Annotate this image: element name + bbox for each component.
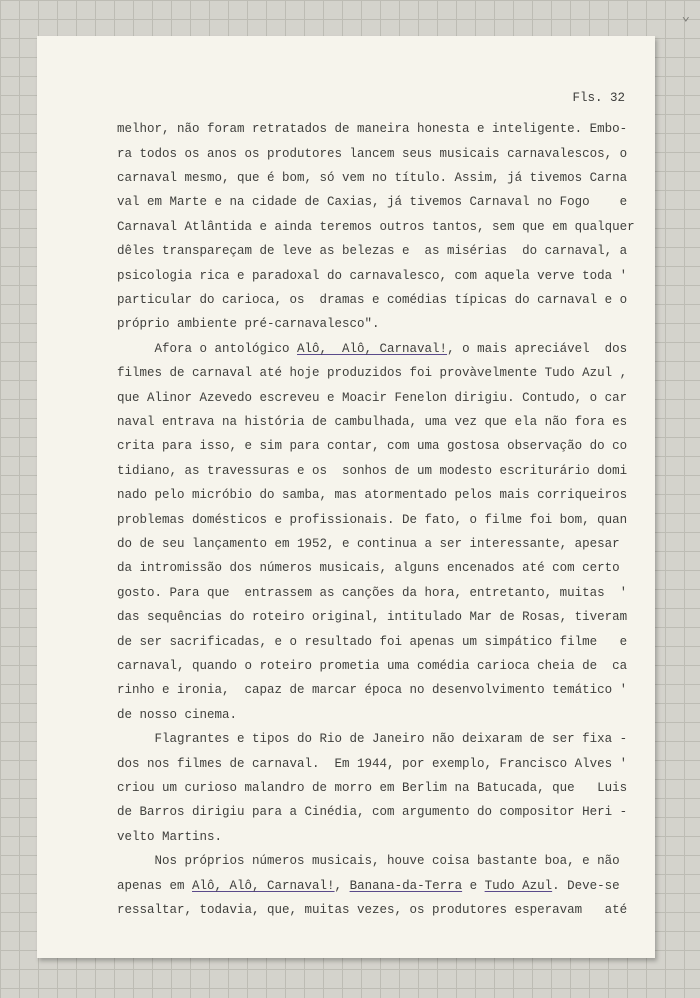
text-line: da intromissão dos números musicais, alguns encenados até com certo (117, 561, 620, 575)
text-line: velto Martins. (117, 830, 223, 844)
text-line: Nos próprios números musicais, houve coisa bastante boa, e não (117, 854, 620, 868)
text-line: filmes de carnaval até hoje produzidos foi provàvelmente Tudo Azul , (117, 366, 628, 380)
text-line: ressaltar, todavia, que, muitas vezes, os produtores esperavam até (117, 903, 628, 917)
text-line: próprio ambiente pré-carnavalesco". (117, 317, 380, 331)
text-fragment: . Deve-se (552, 879, 620, 893)
text-line (117, 337, 627, 361)
text-line: carnaval mesmo, que é bom, só vem no título. Assim, já tivemos Carna (117, 171, 628, 185)
text-fragment: apenas em (117, 879, 193, 893)
text-line: particular do carioca, os dramas e comédias típicas do carnaval e o (117, 293, 628, 307)
text-line: crita para isso, e sim para contar, com uma gostosa observação do co (117, 439, 628, 453)
text-line: do de seu lançamento em 1952, e continua a ser interessante, apesar (117, 537, 620, 551)
film-title-banana-da-terra: Banana-da-Terra (349, 879, 463, 893)
film-title-tudo-azul: Tudo Azul (484, 879, 553, 893)
text-fragment: , (334, 879, 350, 893)
text-line: nado pelo micróbio do samba, mas atormentado pelos mais corriqueiros (117, 488, 628, 502)
film-title-alo-alo-carnaval: Alô, Alô, Carnaval! (297, 342, 448, 356)
text-line: que Alinor Azevedo escreveu e Moacir Fenelon dirigiu. Contudo, o car (117, 391, 628, 405)
text-line: psicologia rica e paradoxal do carnavalesco, com aquela verve toda ' (117, 269, 628, 283)
text-line: carnaval, quando o roteiro prometia uma comédia carioca cheia de ca (117, 659, 628, 673)
text-line: gosto. Para que entrassem as canções da hora, entretanto, muitas ' (117, 586, 628, 600)
text-line: problemas domésticos e profissionais. De fato, o filme foi bom, quan (117, 513, 628, 527)
text-line: criou um curioso malandro de morro em Berlim na Batucada, que Luis (117, 781, 628, 795)
text-line: ra todos os anos os produtores lancem seus musicais carnavalescos, o (117, 147, 628, 161)
text-line: Flagrantes e tipos do Rio de Janeiro não deixaram de ser fixa - (117, 732, 628, 746)
text-line: val em Marte e na cidade de Caxias, já tivemos Carnaval no Fogo e (117, 195, 628, 209)
text-line: de Barros dirigiu para a Cinédia, com argumento do compositor Heri - (117, 805, 628, 819)
film-title-alo-alo-carnaval: Alô, Alô, Carnaval! (192, 879, 335, 893)
text-line: das sequências do roteiro original, intitulado Mar de Rosas, tiveram (117, 610, 628, 624)
text-line: dêles transpareçam de leve as belezas e as misérias do carnaval, a (117, 244, 628, 258)
text-fragment: Afora o antológico (117, 342, 298, 356)
page-folio: Fls. 32 (572, 91, 625, 105)
text-line: de nosso cinema. (117, 708, 238, 722)
text-line: dos nos filmes de carnaval. Em 1944, por exemplo, Francisco Alves ' (117, 757, 628, 771)
text-fragment: , o mais apreciável dos (447, 342, 628, 356)
corner-mark: ⌄ (681, 9, 690, 25)
text-line: melhor, não foram retratados de maneira honesta e inteligente. Embo- (117, 122, 628, 136)
text-line: de ser sacrificadas, e o resultado foi apenas um simpático filme e (117, 635, 628, 649)
text-line (117, 874, 620, 898)
text-line: Carnaval Atlântida e ainda teremos outros tantos, sem que em qualquer (117, 220, 635, 234)
text-line: rinho e ironia, capaz de marcar época no desenvolvimento temático ' (117, 683, 628, 697)
text-line: tidiano, as travessuras e os sonhos de um modesto escriturário domi (117, 464, 628, 478)
text-fragment: e (462, 879, 485, 893)
typewritten-page (37, 36, 655, 958)
text-line: naval entrava na história de cambulhada, uma vez que ela não fora es (117, 415, 628, 429)
